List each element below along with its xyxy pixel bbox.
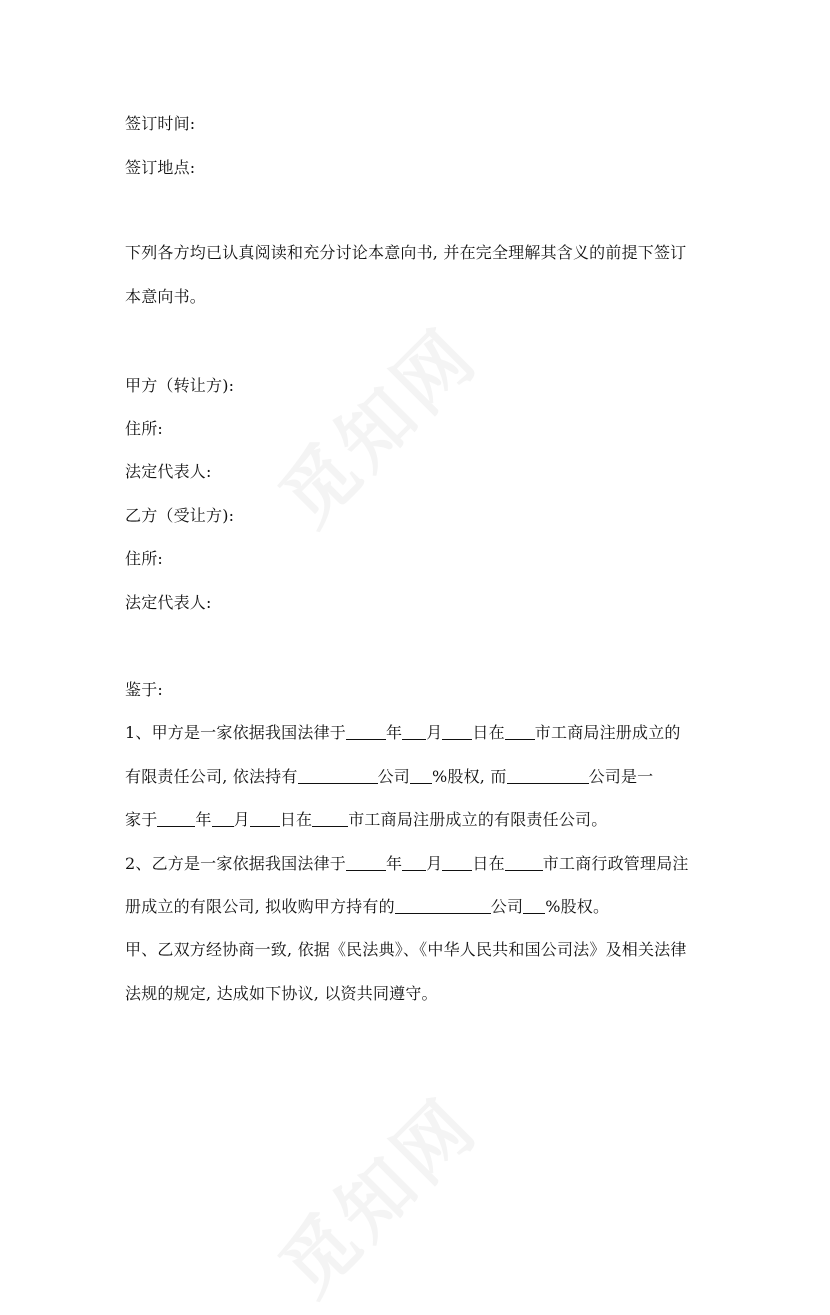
text-segment: 日在: [472, 854, 505, 873]
text-segment: 有限责任公司, 依法持有: [125, 767, 298, 786]
party-a-title: 甲方（转让方):: [125, 376, 235, 395]
fill-blank-day: [442, 854, 472, 871]
whereas-item-2-line-1: [125, 854, 689, 874]
text-segment: 公司: [490, 897, 524, 916]
party-a-representative: 法定代表人:: [125, 462, 212, 481]
fill-blank-day: [250, 810, 280, 827]
text-segment: 市工商行政管理局注: [542, 854, 689, 873]
fill-blank-year: [346, 854, 386, 871]
fill-blank-day: [442, 723, 472, 740]
text-segment: 年: [385, 854, 403, 873]
text-segment: 日在: [472, 723, 505, 742]
fill-blank-city: [312, 810, 348, 827]
preamble-line-2: 本意向书。: [125, 287, 207, 306]
watermark: 觅知网: [263, 311, 495, 543]
party-b-title: 乙方（受让方):: [125, 506, 235, 525]
fill-blank-company: [395, 897, 491, 914]
whereas-item-1-line-2: [125, 767, 653, 787]
party-b-representative: 法定代表人:: [125, 593, 212, 612]
text-segment: 日在: [279, 810, 313, 829]
fill-blank-percent: [523, 897, 545, 914]
text-segment: 公司: [377, 767, 410, 786]
fill-blank-month: [402, 854, 426, 871]
text-segment: 市工商局注册成立的有限责任公司。: [348, 810, 608, 829]
whereas-item-1-line-1: [125, 723, 681, 743]
conclusion-line-2: 法规的规定, 达成如下协议, 以资共同遵守。: [125, 984, 438, 1003]
text-segment: 1、甲方是一家依据我国法律于: [125, 723, 346, 742]
fill-blank-company: [507, 767, 589, 784]
text-segment: %股权。: [545, 897, 610, 916]
fill-blank-percent: [410, 767, 432, 784]
fill-blank-year: [157, 810, 195, 827]
party-b-address: 住所:: [125, 549, 163, 568]
text-segment: 册成立的有限公司, 拟收购甲方持有的: [125, 897, 395, 916]
text-segment: 2、乙方是一家依据我国法律于: [125, 854, 346, 873]
fill-blank-month: [402, 723, 426, 740]
fill-blank-month: [212, 810, 234, 827]
text-segment: 月: [426, 723, 443, 742]
sign-time-label: 签订时间:: [125, 114, 196, 133]
conclusion-line-1: 甲、乙双方经协商一致, 依据《民法典》、《中华人民共和国公司法》及相关法律: [125, 940, 687, 959]
text-segment: 家于: [125, 810, 158, 829]
sign-place-label: 签订地点:: [125, 158, 196, 177]
fill-blank-year: [346, 723, 386, 740]
whereas-item-2-line-2: [125, 897, 609, 917]
text-segment: 年: [385, 723, 403, 742]
fill-blank-company: [298, 767, 378, 784]
watermark: 觅知网: [263, 1081, 495, 1313]
text-segment: 月: [233, 810, 250, 829]
text-segment: 公司是一: [588, 767, 654, 786]
fill-blank-city: [505, 854, 543, 871]
whereas-item-1-line-3: [125, 810, 607, 830]
party-a-address: 住所:: [125, 419, 163, 438]
whereas-title: 鉴于:: [125, 680, 163, 699]
preamble-line-1: 下列各方均已认真阅读和充分讨论本意向书, 并在完全理解其含义的前提下签订: [125, 243, 687, 262]
text-segment: %股权, 而: [431, 767, 507, 786]
fill-blank-city: [505, 723, 535, 740]
text-segment: 年: [195, 810, 212, 829]
text-segment: 市工商局注册成立的: [534, 723, 681, 742]
text-segment: 月: [426, 854, 443, 873]
